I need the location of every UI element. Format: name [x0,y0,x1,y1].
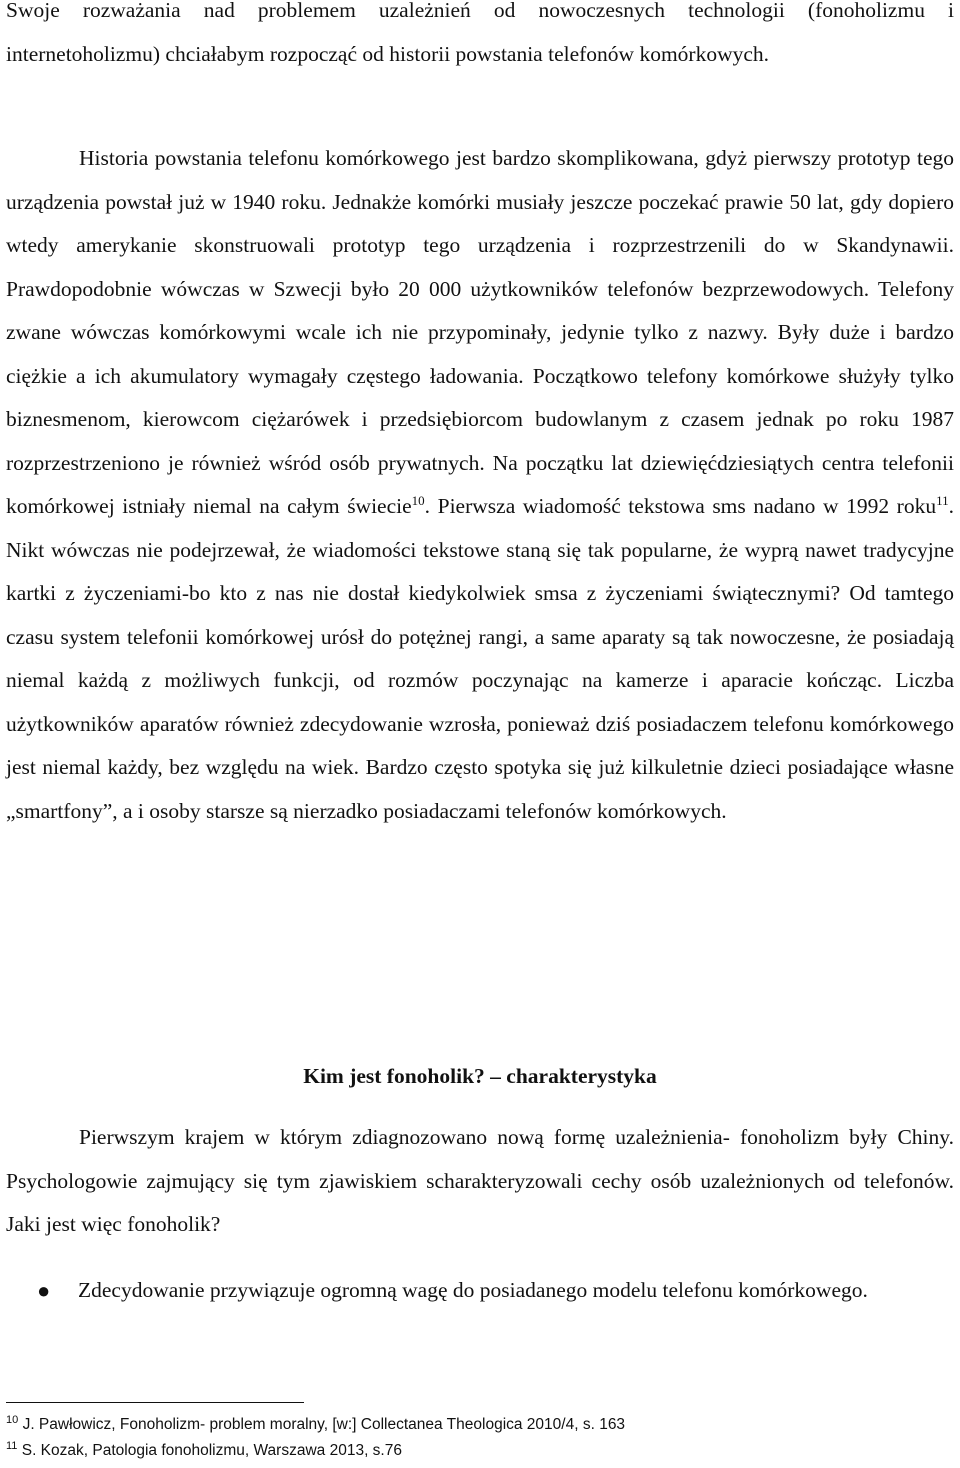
history-text-part-2: . Pierwsza wiadomość tekstowa sms nadano w 1992 roku [424,494,937,518]
list-item [0,1269,954,1313]
history-paragraph [6,137,954,833]
history-text-part-1: Historia powstania telefonu komórkowego jest bardzo skomplikowana, gdyż pierwszy prototyp tego urządzenia powstał już w 1940 roku. Jednakże komórki musiały jeszcze poczekać prawie 50 lat, gdy dopiero wtedy amerykanie skonstruowali prototyp tego urządzenia i rozprzestrzenili do w Skandynawii. Prawdopodobnie wówczas w Szwecji było 20 000 użytkowników telefonów bezprzewodowych. Telefony zwane wówczas komórkowymi wcale ich nie przypominały, jedynie tylko z nazwy. Były duże i bardzo ciężkie a ich akumulatory wymagały częstego ładowania. Początkowo telefony komórkowe służyły tylko biznesmenom, kierowcom ciężarówek i przedsiębiorcom budowlanym z czasem jednak po roku 1987 rozprzestrzeniono je również wśród osób prywatnych. Na początku lat dziewięćdziesiątych centra telefonii komórkowej istniały niemal na całym świecie [6,146,954,518]
bullet-icon: ● [37,1278,51,1303]
intro-paragraph: Swoje rozważania nad problemem uzależnień od nowoczesnych technologii (fonoholizmu i internetoholizmu) chciałabym rozpocząć od historii powstania telefonów komórkowych. [6,0,954,66]
footnote-ref-10[interactable]: 10 [411,492,425,508]
footnote-number: 10 [6,1413,19,1426]
bullet-list [0,1269,960,1313]
footnote-text: J. Pawłowicz, Fonoholizm- problem moralny, [w:] Collectanea Theologica 2010/4, s. 163 [22,1416,626,1433]
footnote-10 [6,1415,946,1435]
bullet-text: Zdecydowanie przywiązuje ogromną wagę do posiadanego modelu telefonu komórkowego. [78,1278,868,1302]
footnote-separator [6,1402,304,1403]
fonoholik-paragraph: Pierwszym krajem w którym zdiagnozowano nową formę uzależnienia- fonoholizm były Chiny. Psychologowie zajmujący się tym zjawiskiem scharakteryzowali cechy osób uzależnionych od telefonów. Jaki jest więc fonoholik? [6,1125,954,1236]
footnote-11 [6,1441,946,1461]
footnote-ref-11[interactable]: 11 [936,492,949,508]
footnote-text: S. Kozak, Patologia fonoholizmu, Warszawa 2013, s.76 [21,1442,402,1459]
section-heading: Kim jest fonoholik? – charakterystyka [303,1064,657,1088]
footnote-number: 11 [6,1439,18,1452]
history-text-part-3: . Nikt wówczas nie podejrzewał, że wiadomości tekstowe staną się tak popularne, że wyprą nawet tradycyjne kartki z życzeniami-bo kto z nas nie dostał kiedykolwiek smsa z życzeniami świątecznymi? Od tamtego czasu system telefonii komórkowej urósł do potężnej rangi, a same aparaty są tak nowoczesne, że posiadają niemal każdą z możliwych funkcji, od rozmów poczynając na kamerze i aparacie kończąc. Liczba użytkowników aparatów również zdecydowanie wzrosła, ponieważ dziś posiadaczem telefonu komórkowego jest niemal każdy, bez względu na wiek. Bardzo często spotyka się już kilkuletnie dzieci posiadające własne „smartfony”, a i osoby starsze są nierzadko posiadaczami telefonów komórkowych. [6,494,955,823]
